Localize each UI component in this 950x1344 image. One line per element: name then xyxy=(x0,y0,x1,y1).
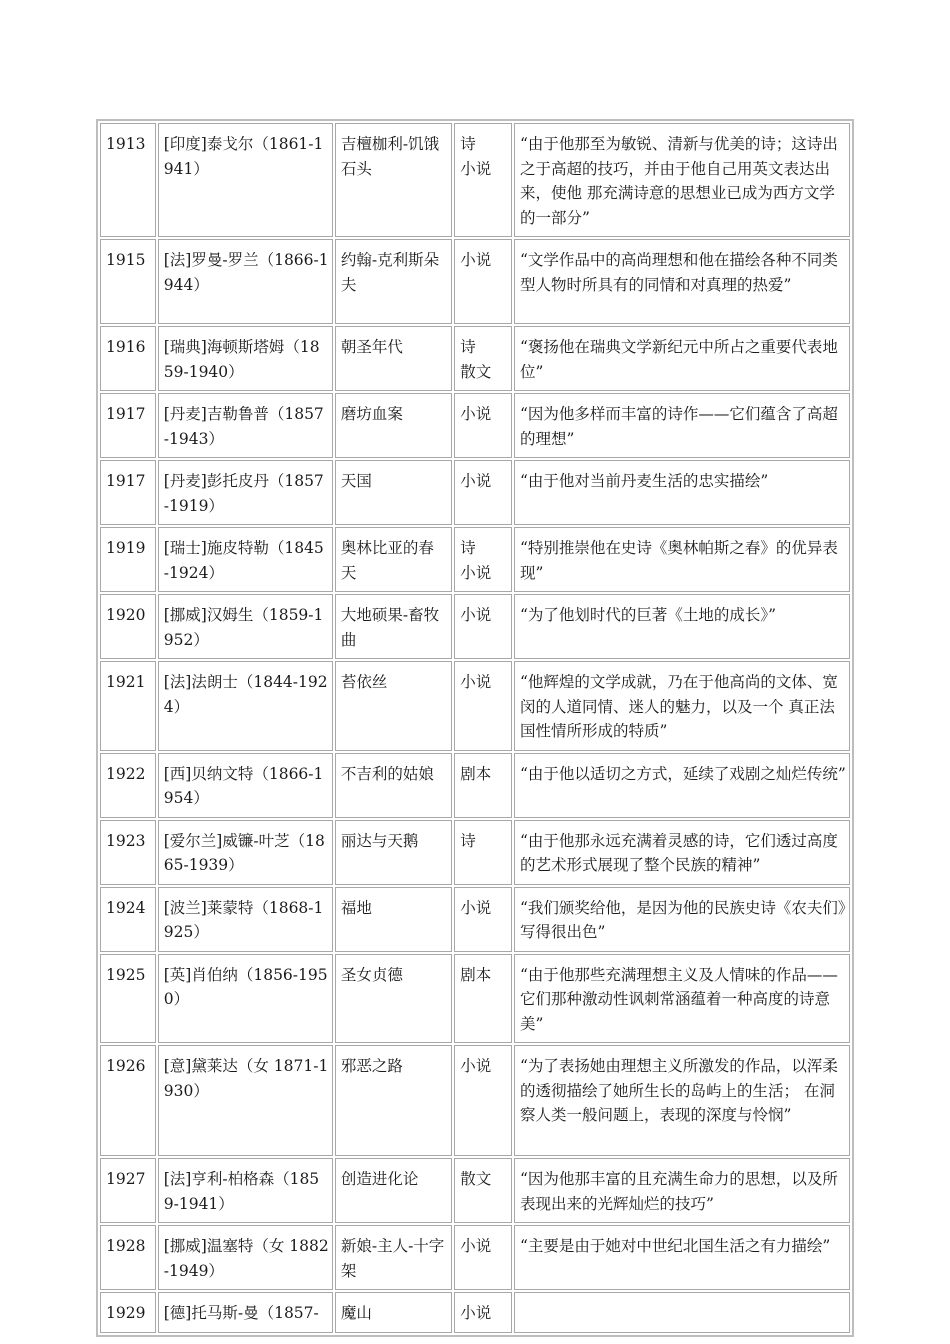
cell-comment: “因为他那丰富的且充满生命力的思想，以及所表现出来的光辉灿烂的技巧” xyxy=(514,1158,850,1223)
cell-year: 1922 xyxy=(100,753,156,818)
cell-comment xyxy=(514,1292,850,1333)
table-body xyxy=(100,123,850,1333)
cell-work: 不吉利的姑娘 xyxy=(335,753,452,818)
table-row xyxy=(100,1292,850,1333)
cell-genre: 诗 小说 xyxy=(454,123,512,237)
cell-work: 约翰-克利斯朵夫 xyxy=(335,239,452,324)
cell-author: [挪威]汉姆生（1859-1952） xyxy=(158,594,333,659)
cell-author: [意]黛莱达（女 1871-1930） xyxy=(158,1045,333,1156)
cell-comment: “由于他对当前丹麦生活的忠实描绘” xyxy=(514,460,850,525)
table-row xyxy=(100,1158,850,1223)
cell-genre: 诗 小说 xyxy=(454,527,512,592)
table-row xyxy=(100,820,850,885)
table-row xyxy=(100,661,850,751)
cell-genre: 小说 xyxy=(454,661,512,751)
cell-work: 天国 xyxy=(335,460,452,525)
table-row xyxy=(100,1225,850,1290)
cell-author: [法]亨利-柏格森（1859-1941） xyxy=(158,1158,333,1223)
cell-work: 邪恶之路 xyxy=(335,1045,452,1156)
cell-work: 新娘-主人-十字架 xyxy=(335,1225,452,1290)
cell-work: 苔依丝 xyxy=(335,661,452,751)
cell-genre: 剧本 xyxy=(454,753,512,818)
cell-year: 1927 xyxy=(100,1158,156,1223)
cell-work: 魔山 xyxy=(335,1292,452,1333)
cell-author: [瑞士]施皮特勒（1845-1924） xyxy=(158,527,333,592)
table-row xyxy=(100,393,850,458)
cell-comment: “主要是由于她对中世纪北国生活之有力描绘” xyxy=(514,1225,850,1290)
cell-author: [西]贝纳文特（1866-1954） xyxy=(158,753,333,818)
table-row xyxy=(100,1045,850,1156)
cell-work: 吉檀枷利-饥饿石头 xyxy=(335,123,452,237)
cell-work: 磨坊血案 xyxy=(335,393,452,458)
cell-genre: 小说 xyxy=(454,887,512,952)
cell-year: 1917 xyxy=(100,460,156,525)
cell-comment: “特别推崇他在史诗《奥林帕斯之春》的优异表现” xyxy=(514,527,850,592)
cell-year: 1920 xyxy=(100,594,156,659)
cell-year: 1929 xyxy=(100,1292,156,1333)
cell-genre: 诗 xyxy=(454,820,512,885)
cell-work: 大地硕果-畜牧曲 xyxy=(335,594,452,659)
table-row xyxy=(100,326,850,391)
cell-genre: 小说 xyxy=(454,1292,512,1333)
cell-work: 朝圣年代 xyxy=(335,326,452,391)
cell-author: [德]托马斯-曼（1857- xyxy=(158,1292,333,1333)
cell-year: 1921 xyxy=(100,661,156,751)
cell-comment: “为了他划时代的巨著《土地的成长》” xyxy=(514,594,850,659)
nobel-laureates-table xyxy=(96,119,854,1337)
table-row xyxy=(100,753,850,818)
cell-work: 圣女贞德 xyxy=(335,954,452,1044)
cell-comment: “由于他那永远充满着灵感的诗，它们透过高度的艺术形式展现了整个民族的精神” xyxy=(514,820,850,885)
cell-genre: 小说 xyxy=(454,239,512,324)
cell-genre: 散文 xyxy=(454,1158,512,1223)
cell-genre: 小说 xyxy=(454,594,512,659)
cell-year: 1925 xyxy=(100,954,156,1044)
cell-author: [英]肖伯纳（1856-1950） xyxy=(158,954,333,1044)
table-row xyxy=(100,239,850,324)
cell-comment: “他辉煌的文学成就，乃在于他高尚的文体、宽闵的人道同情、迷人的魅力，以及一个 真正法国性情所形成的特质” xyxy=(514,661,850,751)
cell-comment: “我们颁奖给他，是因为他的民族史诗《农夫们》写得很出色” xyxy=(514,887,850,952)
cell-author: [法]罗曼-罗兰（1866-1944） xyxy=(158,239,333,324)
cell-work: 福地 xyxy=(335,887,452,952)
cell-author: [瑞典]海顿斯塔姆（1859-1940） xyxy=(158,326,333,391)
cell-work: 奥林比亚的春天 xyxy=(335,527,452,592)
cell-genre: 剧本 xyxy=(454,954,512,1044)
cell-year: 1928 xyxy=(100,1225,156,1290)
table-row xyxy=(100,460,850,525)
cell-comment: “因为他多样而丰富的诗作——它们蕴含了高超的理想” xyxy=(514,393,850,458)
cell-year: 1926 xyxy=(100,1045,156,1156)
cell-work: 丽达与天鹅 xyxy=(335,820,452,885)
cell-comment: “由于他那至为敏锐、清新与优美的诗；这诗出之于高超的技巧，并由于他自己用英文表达出来，使他 那充满诗意的思想业已成为西方文学的一部分” xyxy=(514,123,850,237)
cell-year: 1915 xyxy=(100,239,156,324)
table-row xyxy=(100,887,850,952)
cell-year: 1923 xyxy=(100,820,156,885)
cell-genre: 诗 散文 xyxy=(454,326,512,391)
cell-author: [丹麦]彭托皮丹（1857-1919） xyxy=(158,460,333,525)
cell-year: 1917 xyxy=(100,393,156,458)
cell-author: [挪威]温塞特（女 1882-1949） xyxy=(158,1225,333,1290)
cell-comment: “由于他那些充满理想主义及人情味的作品——它们那种激动性讽刺常涵蕴着一种高度的诗意美” xyxy=(514,954,850,1044)
cell-genre: 小说 xyxy=(454,393,512,458)
cell-author: [爱尔兰]威镰-叶芝（1865-1939） xyxy=(158,820,333,885)
table-row xyxy=(100,527,850,592)
cell-author: [印度]泰戈尔（1861-1941） xyxy=(158,123,333,237)
table-row xyxy=(100,954,850,1044)
cell-year: 1913 xyxy=(100,123,156,237)
table-row xyxy=(100,123,850,237)
cell-comment: “文学作品中的高尚理想和他在描绘各种不同类型人物时所具有的同情和对真理的热爱” xyxy=(514,239,850,324)
cell-author: [法]法朗士（1844-1924） xyxy=(158,661,333,751)
cell-genre: 小说 xyxy=(454,1225,512,1290)
cell-author: [波兰]莱蒙特（1868-1925） xyxy=(158,887,333,952)
cell-comment: “为了表扬她由理想主义所激发的作品，以浑柔的透彻描绘了她所生长的岛屿上的生活； 在洞察人类一般问题上，表现的深度与怜悯” xyxy=(514,1045,850,1156)
cell-author: [丹麦]吉勒鲁普（1857-1943） xyxy=(158,393,333,458)
table-row xyxy=(100,594,850,659)
cell-year: 1919 xyxy=(100,527,156,592)
cell-comment: “由于他以适切之方式，延续了戏剧之灿烂传统” xyxy=(514,753,850,818)
cell-genre: 小说 xyxy=(454,460,512,525)
cell-work: 创造进化论 xyxy=(335,1158,452,1223)
cell-year: 1916 xyxy=(100,326,156,391)
cell-comment: “褒扬他在瑞典文学新纪元中所占之重要代表地位” xyxy=(514,326,850,391)
cell-genre: 小说 xyxy=(454,1045,512,1156)
cell-year: 1924 xyxy=(100,887,156,952)
